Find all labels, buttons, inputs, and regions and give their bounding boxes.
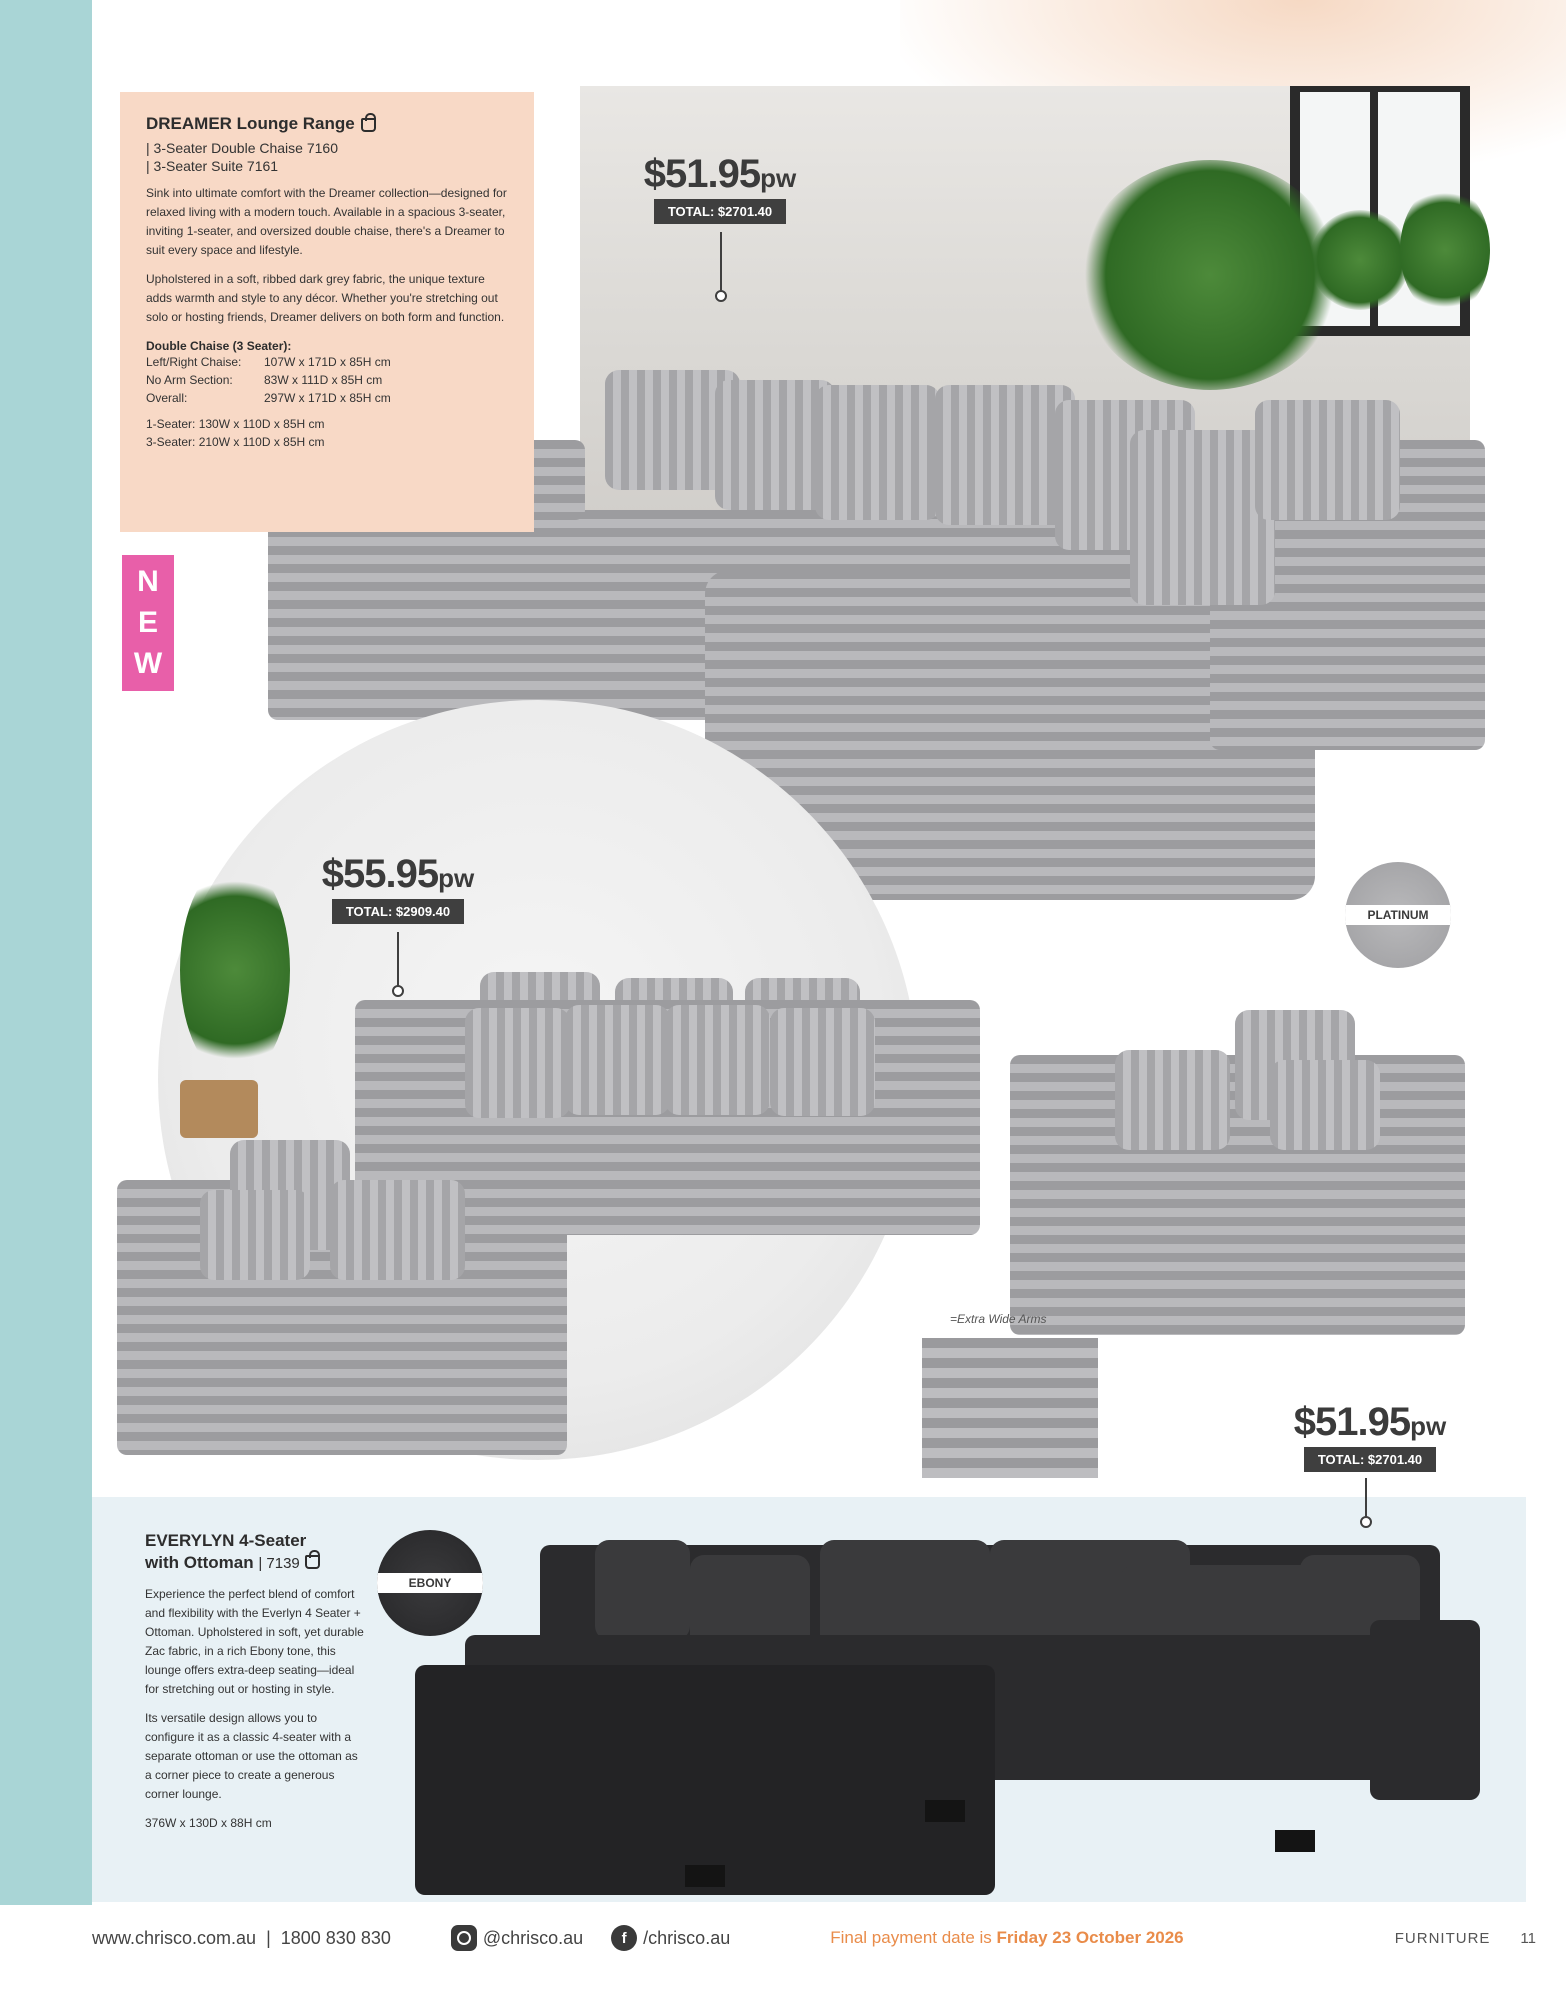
price-tag-suite — [318, 852, 478, 924]
price-unit: pw — [438, 863, 475, 893]
extra-wide-arms-closeup — [922, 1338, 1098, 1478]
plant-window-2 — [1400, 185, 1490, 315]
dims-row — [146, 389, 508, 407]
price-total: TOTAL: $2701.40 — [654, 199, 786, 224]
footer-facebook[interactable] — [611, 1925, 730, 1951]
three-seater-cushion-3 — [665, 1005, 770, 1115]
price-amount — [640, 152, 800, 197]
three-seater-cushion-4 — [770, 1008, 875, 1116]
swatch-ebony-label: EBONY — [377, 1573, 483, 1593]
dims-row — [146, 371, 508, 389]
plant-window-1 — [1310, 210, 1410, 310]
everlyn-leg — [1275, 1830, 1315, 1852]
new-badge-letter: E — [137, 605, 158, 639]
chaise-back-cushion-3 — [815, 385, 940, 520]
three-seater-cushion-2 — [565, 1005, 670, 1115]
price-total: TOTAL: $2909.40 — [332, 899, 464, 924]
instagram-icon — [451, 1925, 477, 1951]
everlyn-description-2: Its versatile design allows you to configure it as a classic 4-seater with a separate ottoman or use the ottoman as a corner piece to create a generous corner lounge. — [145, 1711, 358, 1801]
extra-wide-arms-label: =Extra Wide Arms — [950, 1312, 1047, 1326]
everlyn-dims: 376W x 130D x 88H cm — [145, 1816, 272, 1830]
footer-payment-date: Friday 23 October 2026 — [996, 1928, 1184, 1947]
everlyn-leg — [925, 1800, 965, 1822]
dims-key: No Arm Section: — [146, 373, 233, 387]
dreamer-title-text: DREAMER Lounge Range — [146, 114, 355, 133]
swatch-platinum — [1345, 862, 1451, 968]
shopping-bag-icon — [305, 1555, 320, 1569]
everlyn-title-line-1: EVERYLYN 4-Seater — [145, 1531, 307, 1550]
chaise-scatter-cushion — [1130, 430, 1275, 605]
dreamer-title — [146, 114, 508, 134]
plant-large — [1080, 160, 1340, 390]
price-tag-everlyn — [1290, 1400, 1450, 1472]
swatch-ebony — [377, 1530, 483, 1636]
price-amount — [1290, 1400, 1450, 1445]
price-stem-everlyn — [1365, 1478, 1367, 1518]
everlyn-info — [145, 1530, 365, 1830]
dims-key: Overall: — [146, 391, 188, 405]
everlyn-cushion-3 — [820, 1540, 990, 1650]
plant-pot — [180, 1080, 258, 1138]
price-amount-value: $51.95 — [643, 152, 761, 196]
one-seater-left-cushion-2 — [330, 1180, 465, 1280]
footer-facebook-handle: /chrisco.au — [643, 1927, 731, 1948]
price-tag-chaise — [640, 152, 800, 224]
dims-row — [146, 353, 508, 371]
new-badge-letter: N — [137, 564, 159, 598]
dims-value: 83W x 111D x 85H cm — [264, 373, 383, 387]
dims-value: 107W x 171D x 85H cm — [264, 355, 391, 369]
new-badge-letter: W — [133, 647, 163, 681]
everlyn-description-1: Experience the perfect blend of comfort and flexibility with the Everlyn 4 Seater + Ottoman. Upholstered in soft, yet durable Zac fabric, in a rich Ebony tone, this lounge offers extra-deep seating—ideal for stretching out or hosting in style. — [145, 1587, 364, 1696]
footer-payment-prefix: Final payment date is — [830, 1928, 992, 1947]
everlyn-right-arm — [1370, 1620, 1480, 1800]
dreamer-info-panel — [120, 92, 534, 532]
price-stem-suite — [397, 932, 399, 987]
one-seater-right-cushion-2 — [1270, 1060, 1380, 1150]
left-color-band — [0, 0, 92, 1905]
dreamer-line-1: | 3-Seater Double Chaise 7160 — [146, 140, 338, 156]
footer-website-link[interactable]: www.chrisco.com.au — [92, 1927, 257, 1948]
everlyn-title-line-2-row — [145, 1552, 365, 1575]
new-badge — [122, 555, 174, 691]
chaise-back-cushion-6 — [1255, 400, 1400, 520]
dreamer-line-2: | 3-Seater Suite 7161 — [146, 158, 279, 174]
shopping-bag-icon — [361, 118, 376, 132]
dims-1seater: 1-Seater: 130W x 110D x 85H cm — [146, 417, 325, 431]
plant-suite — [180, 860, 290, 1080]
dims-value: 297W x 171D x 85H cm — [264, 391, 391, 405]
one-seater-right-cushion-1 — [1115, 1050, 1230, 1150]
dreamer-description-1: Sink into ultimate comfort with the Dreamer collection—designed for relaxed living with a modern touch. Available in a spacious 3-seater, inviting 1-seater, and oversized double chaise, there's a Dreamer to suit every space and lifestyle. — [146, 186, 507, 257]
everlyn-leg — [685, 1865, 725, 1887]
facebook-icon: f — [611, 1925, 637, 1951]
swatch-platinum-label: PLATINUM — [1345, 905, 1451, 925]
one-seater-left-cushion-1 — [200, 1190, 310, 1280]
price-amount-value: $55.95 — [321, 852, 439, 896]
footer-category: FURNITURE — [1394, 1929, 1491, 1947]
chaise-back-cushion-4 — [935, 385, 1075, 525]
three-seater-cushion-1 — [465, 1008, 570, 1118]
price-unit: pw — [760, 163, 797, 193]
price-stem-chaise — [720, 232, 722, 292]
everlyn-title — [145, 1530, 365, 1575]
everlyn-ottoman — [415, 1665, 995, 1895]
dreamer-dims-title: Double Chaise (3 Seater): — [146, 339, 292, 353]
everlyn-code: | 7139 — [258, 1555, 300, 1572]
footer-phone[interactable]: 1800 830 830 — [280, 1927, 391, 1948]
footer-instagram[interactable] — [451, 1925, 583, 1951]
footer — [92, 1918, 1566, 1958]
everlyn-cushion-1 — [595, 1540, 690, 1640]
price-total: TOTAL: $2701.40 — [1304, 1447, 1436, 1472]
footer-payment-notice — [830, 1928, 1183, 1948]
footer-instagram-handle: @chrisco.au — [482, 1927, 584, 1948]
footer-page-number: 11 — [1520, 1929, 1536, 1947]
dims-3seater: 3-Seater: 210W x 110D x 85H cm — [146, 435, 325, 449]
price-amount-value: $51.95 — [1293, 1400, 1411, 1444]
dreamer-description-2: Upholstered in a soft, ribbed dark grey fabric, the unique texture adds warmth and style to any décor. Whether you're stretching out solo or hosting friends, Dreamer delivers on both form and function. — [146, 272, 505, 324]
everlyn-title-line-2: with Ottoman — [145, 1553, 254, 1572]
price-amount — [318, 852, 478, 897]
price-unit: pw — [1410, 1411, 1447, 1441]
footer-separator: | — [266, 1927, 271, 1948]
dims-key: Left/Right Chaise: — [146, 355, 242, 369]
